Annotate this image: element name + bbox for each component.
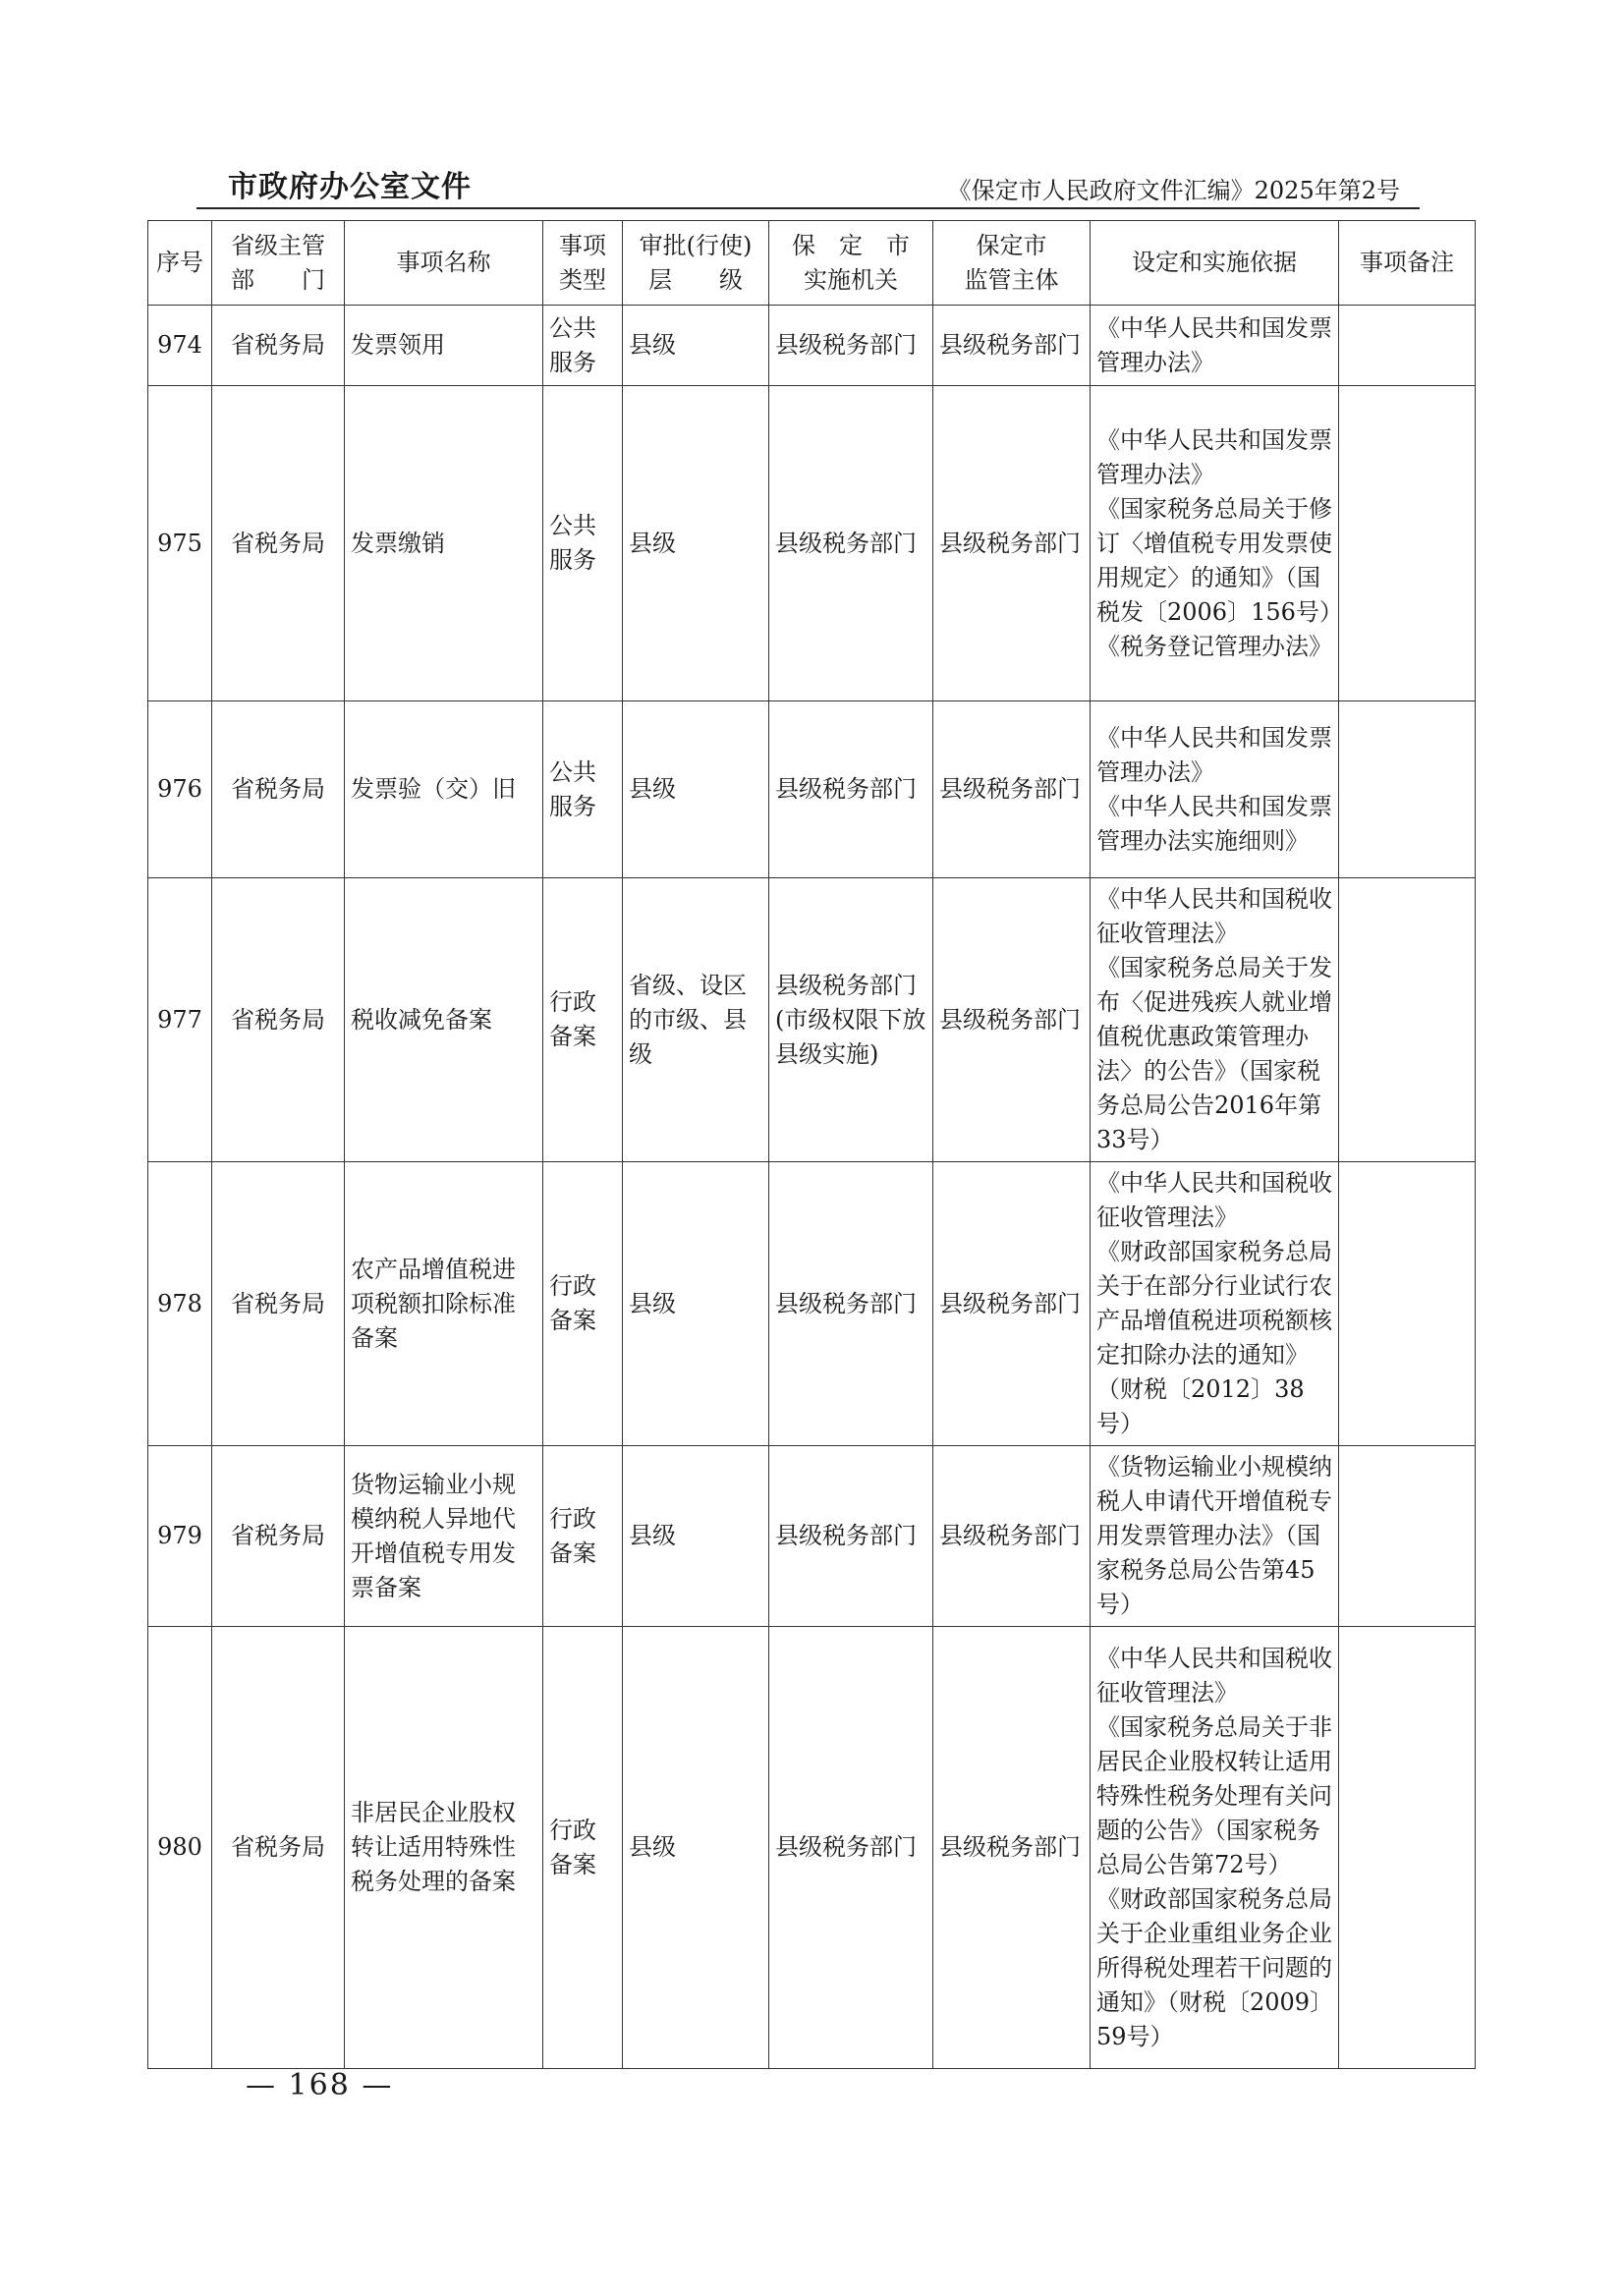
cell-name: 发票验（交）旧 — [345, 701, 543, 878]
cell-agency: 县级税务部门(市级权限下放县级实施) — [769, 878, 933, 1162]
cell-remark — [1339, 701, 1476, 878]
cell-agency: 县级税务部门 — [769, 701, 933, 878]
cell-level: 县级 — [623, 306, 769, 386]
cell-agency: 县级税务部门 — [769, 386, 933, 701]
cell-name: 农产品增值税进项税额扣除标准备案 — [345, 1162, 543, 1446]
col-header-level: 审批(行使) 层 级 — [623, 221, 769, 306]
cell-supervisor: 县级税务部门 — [933, 1446, 1091, 1627]
col-header-basis: 设定和实施依据 — [1091, 221, 1339, 306]
basis-entry: 《中华人民共和国发票管理办法实施细则》 — [1096, 792, 1332, 855]
cell-level: 县级 — [623, 701, 769, 878]
col-header-remark: 事项备注 — [1339, 221, 1476, 306]
basis-entry: 《中华人民共和国发票管理办法》 — [1096, 313, 1332, 376]
cell-remark — [1339, 1446, 1476, 1627]
cell-type: 公共服务 — [543, 306, 623, 386]
cell-type: 行政备案 — [543, 1446, 623, 1627]
cell-seq: 976 — [148, 701, 212, 878]
cell-name: 非居民企业股权转让适用特殊性税务处理的备案 — [345, 1627, 543, 2069]
cell-level: 县级 — [623, 386, 769, 701]
col-header-type: 事项 类型 — [543, 221, 623, 306]
cell-type: 行政备案 — [543, 1162, 623, 1446]
table-row — [148, 1446, 1476, 1627]
cell-supervisor: 县级税务部门 — [933, 701, 1091, 878]
cell-supervisor: 县级税务部门 — [933, 878, 1091, 1162]
document-header-series: 《保定市人民政府文件汇编》2025年第2号 — [947, 177, 1400, 204]
table-row — [148, 701, 1476, 878]
basis-entry: 《中华人民共和国税收征收管理法》 — [1096, 1169, 1332, 1231]
cell-seq: 979 — [148, 1446, 212, 1627]
cell-seq: 975 — [148, 386, 212, 701]
table-row — [148, 386, 1476, 701]
cell-basis — [1091, 878, 1339, 1162]
col-header-agency: 保 定 市 实施机关 — [769, 221, 933, 306]
cell-basis — [1091, 306, 1339, 386]
cell-dept: 省税务局 — [212, 306, 345, 386]
basis-entry: 《中华人民共和国税收征收管理法》 — [1096, 885, 1332, 947]
cell-seq: 974 — [148, 306, 212, 386]
col-header-name: 事项名称 — [345, 221, 543, 306]
basis-entry: 《中华人民共和国发票管理办法》 — [1096, 723, 1332, 786]
cell-dept: 省税务局 — [212, 1162, 345, 1446]
cell-seq: 977 — [148, 878, 212, 1162]
cell-remark — [1339, 1162, 1476, 1446]
basis-entry: 《国家税务总局关于修订〈增值税专用发票使用规定〉的通知》（国税发〔2006〕156号） — [1096, 494, 1343, 626]
page-number: — 168 — — [246, 2068, 394, 2102]
cell-supervisor: 县级税务部门 — [933, 1627, 1091, 2069]
basis-entry: 《财政部国家税务总局关于在部分行业试行农产品增值税进项税额核定扣除办法的通知》（财税〔2012〕38号） — [1096, 1238, 1332, 1437]
cell-remark — [1339, 306, 1476, 386]
cell-name: 货物运输业小规模纳税人异地代开增值税专用发票备案 — [345, 1446, 543, 1627]
cell-level: 县级 — [623, 1162, 769, 1446]
item-list-table — [147, 220, 1476, 2069]
basis-entry: 《国家税务总局关于发布〈促进残疾人就业增值税优惠政策管理办法〉的公告》（国家税务总局公告2016年第33号） — [1096, 954, 1332, 1153]
document-header-title: 市政府办公室文件 — [228, 170, 472, 204]
cell-type: 公共服务 — [543, 701, 623, 878]
cell-basis — [1091, 1627, 1339, 2069]
table-body — [148, 306, 1476, 2069]
col-header-dept: 省级主管 部 门 — [212, 221, 345, 306]
cell-type: 行政备案 — [543, 878, 623, 1162]
cell-dept: 省税务局 — [212, 1627, 345, 2069]
cell-agency: 县级税务部门 — [769, 1627, 933, 2069]
basis-entry: 《中华人民共和国发票管理办法》 — [1096, 425, 1332, 488]
basis-entry: 《财政部国家税务总局关于企业重组业务企业所得税处理若干问题的通知》（财税〔2009〕59号） — [1096, 1884, 1332, 2050]
cell-seq: 980 — [148, 1627, 212, 2069]
cell-dept: 省税务局 — [212, 878, 345, 1162]
table-row — [148, 306, 1476, 386]
cell-level: 县级 — [623, 1446, 769, 1627]
cell-basis — [1091, 701, 1339, 878]
col-header-seq: 序号 — [148, 221, 212, 306]
basis-entry: 《货物运输业小规模纳税人申请代开增值税专用发票管理办法》（国家税务总局公告第45号） — [1096, 1453, 1332, 1618]
cell-name: 税收减免备案 — [345, 878, 543, 1162]
basis-entry: 《税务登记管理办法》 — [1096, 632, 1332, 660]
cell-supervisor: 县级税务部门 — [933, 1162, 1091, 1446]
basis-entry: 《国家税务总局关于非居民企业股权转让适用特殊性税务处理有关问题的公告》（国家税务总局公告第72号） — [1096, 1712, 1332, 1878]
cell-supervisor: 县级税务部门 — [933, 386, 1091, 701]
cell-dept: 省税务局 — [212, 1446, 345, 1627]
table-row — [148, 1627, 1476, 2069]
cell-agency: 县级税务部门 — [769, 1162, 933, 1446]
cell-remark — [1339, 878, 1476, 1162]
table-header-row — [148, 221, 1476, 306]
cell-agency: 县级税务部门 — [769, 306, 933, 386]
cell-dept: 省税务局 — [212, 701, 345, 878]
table-row — [148, 1162, 1476, 1446]
basis-entry: 《中华人民共和国税收征收管理法》 — [1096, 1644, 1332, 1707]
cell-remark — [1339, 1627, 1476, 2069]
cell-type: 公共服务 — [543, 386, 623, 701]
cell-type: 行政备案 — [543, 1627, 623, 2069]
table-row — [148, 878, 1476, 1162]
col-header-supervisor: 保定市 监管主体 — [933, 221, 1091, 306]
cell-level: 省级、设区的市级、县级 — [623, 878, 769, 1162]
cell-name: 发票领用 — [345, 306, 543, 386]
cell-name: 发票缴销 — [345, 386, 543, 701]
header-divider — [196, 207, 1420, 209]
cell-remark — [1339, 386, 1476, 701]
cell-seq: 978 — [148, 1162, 212, 1446]
cell-level: 县级 — [623, 1627, 769, 2069]
cell-basis — [1091, 1446, 1339, 1627]
cell-supervisor: 县级税务部门 — [933, 306, 1091, 386]
cell-agency: 县级税务部门 — [769, 1446, 933, 1627]
cell-basis — [1091, 1162, 1339, 1446]
cell-basis — [1091, 386, 1343, 701]
cell-dept: 省税务局 — [212, 386, 345, 701]
